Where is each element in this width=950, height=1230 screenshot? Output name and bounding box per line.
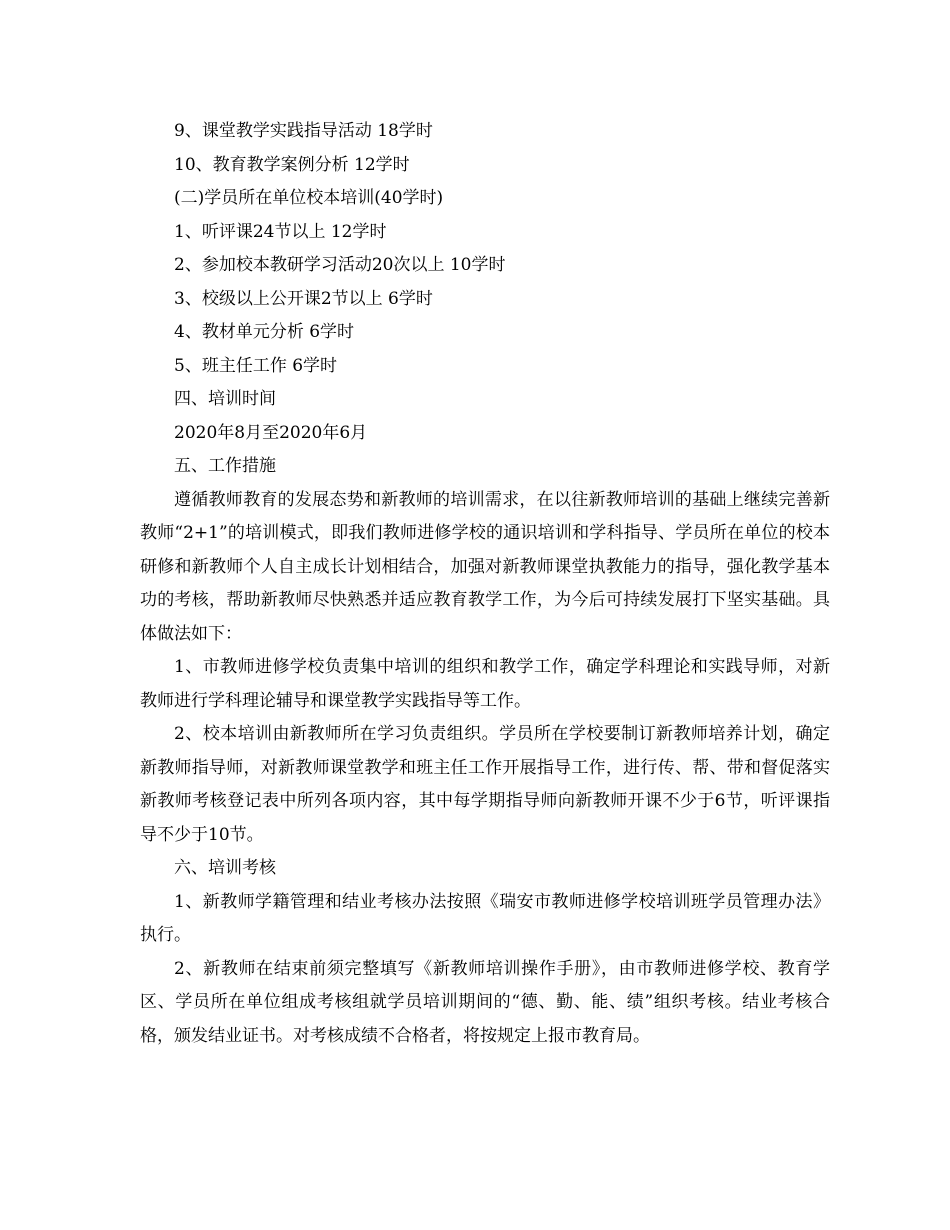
work-measures-item-2: 2、校本培训由新教师所在学习负责组织。学员所在学校要制订新教师培养计划，确定新教师指导师，对新教师课堂教学和班主任工作开展指导工作，进行传、帮、带和督促落实新教师考核登记表中所列各项内容，其中每学期指导师向新教师开课不少于6节，听评课指导不少于10节。: [140, 724, 830, 845]
section-heading-work-measures: 五、工作措施: [174, 456, 276, 476]
paragraph-item-5-head-teacher: 5、班主任工作 6学时: [174, 355, 338, 376]
assessment-item-1: 1、新教师学籍管理和结业考核办法按照《瑞安市教师进修学校培训班学员管理办法》执行。: [140, 891, 830, 945]
work-measures-intro-paragraph: 遵循教师教育的发展态势和新教师的培训需求，在以往新教师培训的基础上继续完善新教师“2+1”的培训模式，即我们教师进修学校的通识培训和学科指导、学员所在单位的校本研修和新教师个人自主成长计划相结合，加强对新教师课堂执教能力的指导，强化教学基本功的考核，帮助新教师尽快熟悉并适应教育教学工作，为今后可持续发展打下坚实基础。具体做法如下：: [140, 489, 830, 644]
section-heading-training-assessment: 六、培训考核: [174, 858, 276, 878]
paragraph-item-4-unit-analysis: 4、教材单元分析 6学时: [174, 322, 355, 342]
paragraph-item-1-lesson-review: 1、听评课24节以上 12学时: [174, 221, 387, 242]
training-time-range: 2020年8月至2020年6月: [174, 422, 368, 443]
paragraph-item-9: 9、课堂教学实践指导活动 18学时: [174, 121, 433, 141]
paragraph-item-10: 10、教育教学案例分析 12学时: [174, 154, 410, 175]
paragraph-item-2-teaching-research: 2、参加校本教研学习活动20次以上 10学时: [174, 255, 506, 275]
assessment-item-2: 2、新教师在结束前须完整填写《新教师培训操作手册》，由市教师进修学校、教育学区、学员所在单位组成考核组就学员培训期间的“德、勤、能、绩”组织考核。结业考核合格，颁发结业证书。对考核成绩不合格者，将按规定上报市教育局。: [140, 958, 830, 1046]
paragraph-item-3-open-class: 3、校级以上公开课2节以上 6学时: [174, 288, 433, 309]
document-body: [140, 115, 830, 1053]
section-heading-school-training: (二)学员所在单位校本培训(40学时): [174, 188, 444, 208]
section-heading-training-time: 四、培训时间: [174, 389, 276, 409]
work-measures-item-1: 1、市教师进修学校负责集中培训的组织和教学工作，确定学科理论和实践导师，对新教师进行学科理论辅导和课堂教学实践指导等工作。: [140, 657, 830, 711]
